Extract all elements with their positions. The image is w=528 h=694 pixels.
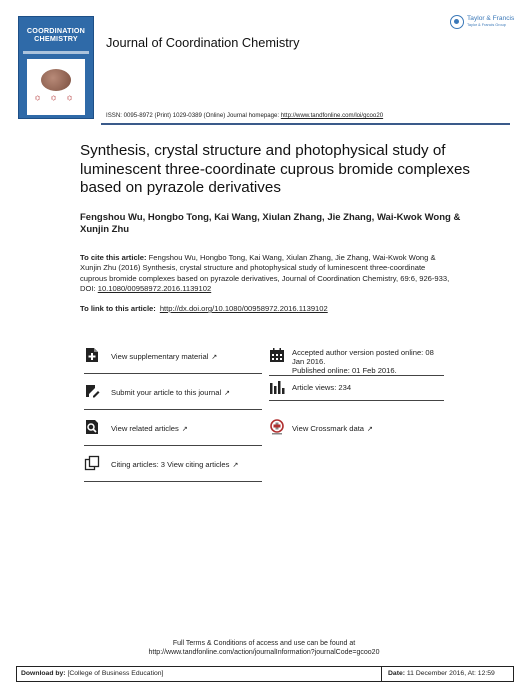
journal-name[interactable]: Journal of Coordination Chemistry — [106, 35, 300, 50]
dates-text — [292, 348, 434, 375]
submit-article-action[interactable] — [84, 382, 262, 410]
date-value: 11 December 2016, At: 12:59 — [405, 670, 495, 677]
divider — [269, 400, 444, 401]
action-label — [111, 388, 230, 397]
journal-homepage-link[interactable]: http://www.tandfonline.com/loi/gcoo20 — [280, 112, 384, 119]
crossmark-label: View Crossmark data — [292, 424, 365, 433]
cover-title: COORDINATION CHEMISTRY — [26, 26, 86, 43]
tf-logo-icon — [450, 15, 464, 29]
citing-articles-action[interactable] — [84, 454, 262, 482]
divider — [84, 409, 262, 410]
cover-molecule: ⌬ — [35, 96, 41, 102]
header-divider — [101, 123, 510, 125]
external-link-icon: ↗ — [181, 426, 188, 433]
article-title: Synthesis, crystal structure and photophysical study of luminescent three-coordinate cuprous bromide complexes based on pyrazole derivatives — [80, 142, 471, 196]
publisher-subtitle: Taylor & Francis Group — [467, 23, 506, 27]
journal-cover — [18, 16, 94, 119]
published-date: Published online: 01 Feb 2016. — [292, 366, 397, 375]
accepted-line-1: Accepted author version posted online: 08 — [292, 348, 434, 357]
calendar-icon — [269, 347, 285, 363]
citation-label: To cite this article: — [80, 253, 147, 262]
divider — [84, 481, 262, 482]
issn-text: ISSN: 0095-8972 (Print) 1029-0389 (Online) Journal homepage: — [106, 112, 281, 119]
citation-block — [80, 253, 450, 294]
action-label — [292, 424, 373, 433]
divider — [269, 375, 444, 376]
date-label: Date: — [388, 670, 405, 677]
citation-text: Fengshou Wu, Hongbo Tong, Kai Wang, Xiulan Zhang, Jie Zhang, Wai-Kwok Wong & Xunjin Zhu (2016) Synthesis, crystal structure and photophysical study of luminescent three-coordinate cuprous bromide complexes based on pyrazole derivatives, Journal of Coordination Chemistry, 69:6, 926-933, DOI: — [80, 253, 450, 293]
supplementary-material-action[interactable] — [84, 346, 262, 374]
link-label: To link to this article: — [80, 304, 156, 313]
related-articles-action[interactable] — [84, 418, 262, 446]
accepted-line-2: Jan 2016. — [292, 357, 326, 366]
external-link-icon: ↗ — [367, 426, 373, 433]
issn-line — [106, 112, 383, 119]
article-link-line — [80, 304, 328, 313]
article-doi-link[interactable]: http://dx.doi.org/10.1080/00958972.2016.1139102 — [159, 304, 328, 313]
action-label — [111, 352, 217, 361]
download-info — [21, 670, 163, 677]
divider — [84, 445, 262, 446]
citing-articles-icon — [84, 455, 100, 471]
download-label: Download by: — [21, 670, 66, 677]
article-authors: Fengshou Wu, Hongbo Tong, Kai Wang, Xiulan Zhang, Jie Zhang, Wai-Kwok Wong & Xunjin Zhu — [80, 212, 461, 235]
search-document-icon — [84, 419, 100, 435]
publisher-name: Taylor & Francis — [467, 15, 515, 22]
terms-link[interactable]: http://www.tandfonline.com/action/journalInformation?journalCode=gcoo20 — [148, 649, 380, 657]
action-label — [111, 460, 238, 469]
external-link-icon: ↗ — [211, 354, 218, 361]
external-link-icon: ↗ — [224, 390, 231, 397]
terms-line-1: Full Terms & Conditions of access and use can be found at — [172, 640, 356, 647]
bar-chart-icon — [269, 379, 285, 395]
crossmark-icon — [269, 419, 285, 435]
download-bar — [16, 666, 514, 682]
pencil-icon — [84, 383, 100, 399]
divider — [84, 373, 262, 374]
action-label — [111, 424, 188, 433]
cover-band — [23, 51, 89, 54]
publisher-logo[interactable] — [450, 14, 516, 34]
citation-doi-link[interactable]: 10.1080/00958972.2016.1139102 — [97, 283, 212, 293]
cover-molecule: ⌬ — [67, 96, 73, 102]
cover-blob — [41, 69, 71, 91]
article-views — [269, 379, 444, 401]
views-label: Article views: 234 — [292, 383, 352, 392]
crossmark-action[interactable] — [269, 418, 444, 446]
submit-label: Submit your article to this journal — [111, 388, 222, 397]
cover-artwork — [27, 59, 85, 115]
external-link-icon: ↗ — [232, 462, 239, 469]
related-label: View related articles — [111, 424, 179, 433]
supplementary-label: View supplementary material — [111, 352, 209, 361]
plus-document-icon — [84, 347, 100, 363]
cover-molecule: ⌬ — [51, 96, 57, 102]
date-info — [388, 670, 495, 677]
terms-footer — [0, 639, 528, 658]
download-value: [College of Business Education] — [65, 670, 164, 677]
citing-label: Citing articles: 3 View citing articles — [111, 460, 230, 469]
publication-dates — [269, 346, 444, 376]
bar-separator — [381, 667, 382, 681]
